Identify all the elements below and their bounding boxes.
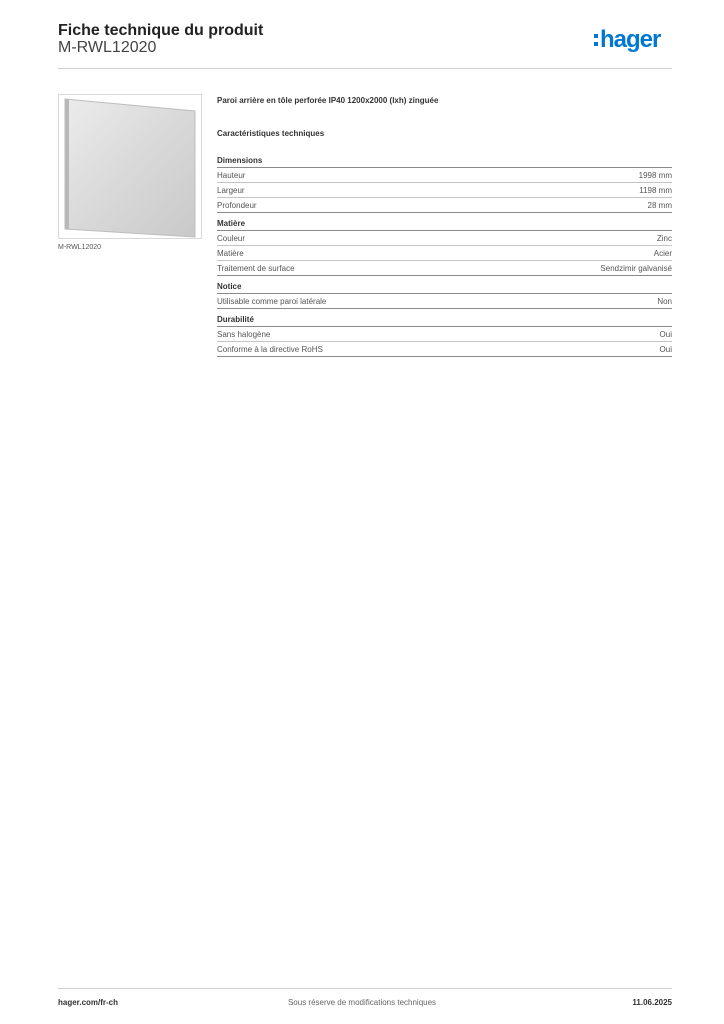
spec-value: 1198 mm (639, 186, 672, 195)
logo-dots-icon (594, 34, 598, 46)
footer-date: 11.06.2025 (632, 998, 672, 1007)
hager-logo (594, 28, 660, 52)
section-durability (217, 314, 672, 357)
tech-characteristics-heading: Caractéristiques techniques (217, 129, 325, 138)
spec-content (217, 96, 672, 362)
spec-value: Non (657, 297, 672, 306)
spec-label: Conforme à la directive RoHS (217, 345, 323, 354)
spec-value: Sendzimir galvanisé (600, 264, 672, 273)
spec-row (217, 342, 672, 357)
image-caption: M-RWL12020 (58, 244, 102, 251)
spec-row (217, 246, 672, 261)
product-reference: M-RWL12020 (58, 39, 157, 56)
section-title: Durabilité (217, 314, 672, 327)
spec-row (217, 261, 672, 276)
spec-label: Matière (217, 249, 244, 258)
logo-text: hager (600, 26, 661, 53)
spec-value: 28 mm (647, 201, 672, 210)
spec-value: Oui (659, 330, 672, 339)
spec-value: Oui (659, 345, 672, 354)
header-divider (58, 68, 672, 69)
spec-value: Zinc (656, 234, 672, 243)
footer-divider (58, 988, 672, 989)
spec-label: Sans halogène (217, 330, 271, 339)
product-image (58, 94, 202, 239)
section-title: Dimensions (217, 155, 672, 168)
section-dimensions (217, 155, 672, 213)
section-title: Notice (217, 281, 672, 294)
section-material (217, 218, 672, 276)
spec-label: Utilisable comme paroi latérale (217, 297, 327, 306)
section-notice (217, 281, 672, 309)
spec-label: Couleur (217, 234, 246, 243)
spec-row (217, 294, 672, 309)
spec-value: Acier (653, 249, 672, 258)
footer-website: hager.com/fr-ch (58, 998, 119, 1007)
spec-label: Hauteur (217, 171, 246, 180)
spec-label: Traitement de surface (217, 264, 295, 273)
section-title: Matière (217, 218, 672, 231)
page-title: Fiche technique du produit (58, 22, 264, 39)
spec-label: Largeur (217, 186, 245, 195)
footer-note: Sous réserve de modifications techniques (287, 998, 437, 1007)
panel-illustration-icon (59, 95, 201, 238)
spec-value: 1998 mm (638, 171, 672, 180)
spec-row (217, 231, 672, 246)
spec-row (217, 168, 672, 183)
product-description: Paroi arrière en tôle perforée IP40 1200x2000 (lxh) zinguée (217, 96, 439, 105)
spec-row (217, 183, 672, 198)
spec-label: Profondeur (217, 201, 257, 210)
spec-row (217, 198, 672, 213)
spec-row (217, 327, 672, 342)
